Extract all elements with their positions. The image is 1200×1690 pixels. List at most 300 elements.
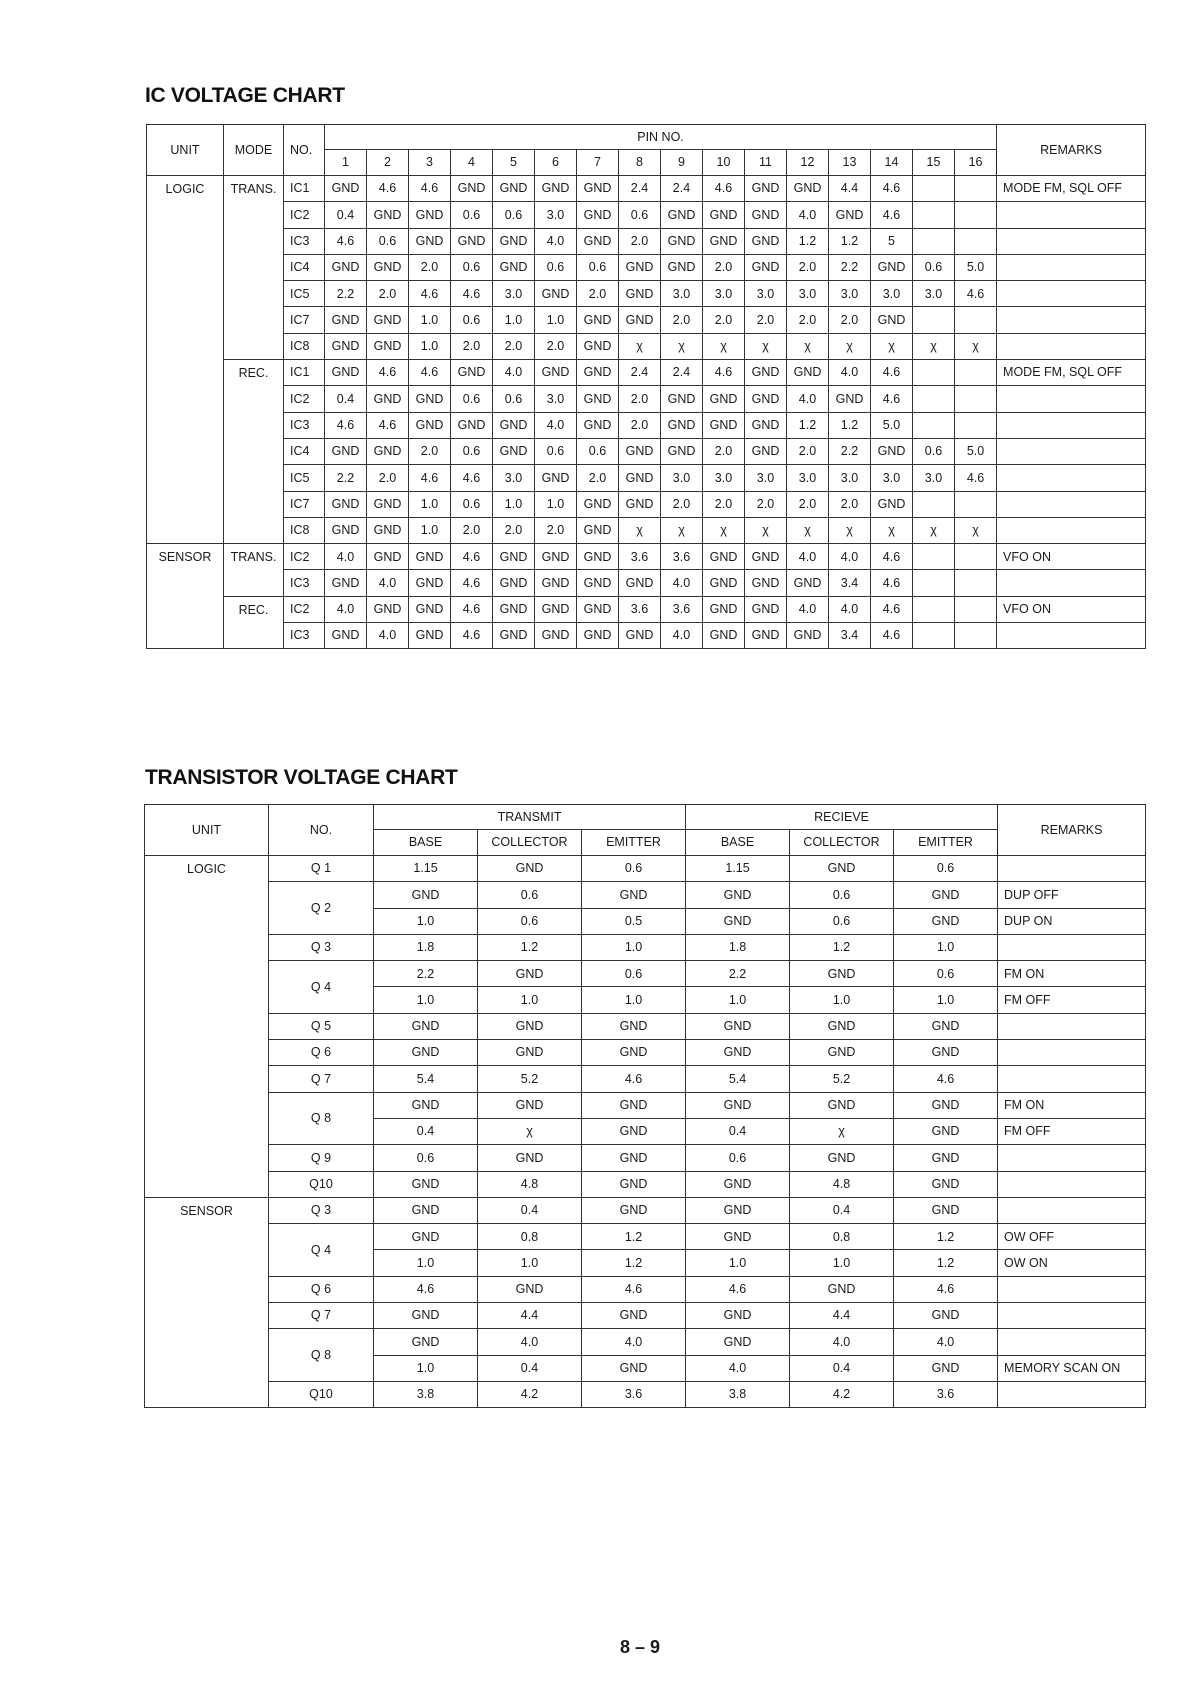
ic-pin-voltage-cell: χ [871,333,913,359]
ic-pin-voltage-cell: 2.2 [325,281,367,307]
ic-pin-voltage-cell: 2.0 [451,333,493,359]
ic-pin-voltage-cell: 4.0 [367,570,409,596]
transistor-voltage-cell: GND [374,882,478,908]
ic-pin-voltage-cell: 2.0 [703,438,745,464]
ic-number-cell: IC3 [284,228,325,254]
ic-header-pin: 15 [913,150,955,176]
ic-table-row [147,438,1146,464]
ic-pin-voltage-cell [913,386,955,412]
transistor-voltage-cell: GND [374,1013,478,1039]
ic-pin-voltage-cell: 2.0 [535,333,577,359]
ic-pin-voltage-cell: 0.6 [451,386,493,412]
transistor-voltage-cell: χ [790,1118,894,1144]
ic-pin-voltage-cell: GND [871,438,913,464]
ic-pin-voltage-cell: 2.0 [703,254,745,280]
ic-pin-voltage-cell: 3.6 [661,596,703,622]
ic-header-pin: 12 [787,150,829,176]
ic-header-pin: 11 [745,150,787,176]
transistor-number-cell: Q10 [269,1381,374,1407]
ic-pin-voltage-cell: 2.0 [577,465,619,491]
ic-header-remarks: REMARKS [997,125,1146,176]
ic-pin-voltage-cell: 0.4 [325,386,367,412]
ic-pin-voltage-cell: GND [577,307,619,333]
ic-header-pin: 5 [493,150,535,176]
ic-header-pin: 7 [577,150,619,176]
ic-pin-voltage-cell: GND [787,570,829,596]
ic-pin-voltage-cell: 2.2 [325,465,367,491]
transistor-voltage-cell: GND [894,1171,998,1197]
ic-pin-voltage-cell: GND [367,333,409,359]
ic-pin-voltage-cell: 4.6 [871,386,913,412]
ic-pin-voltage-cell [955,386,997,412]
transistor-voltage-cell: 1.15 [374,856,478,882]
transistor-table-row [145,1171,1146,1197]
transistor-remarks-cell [998,856,1146,882]
ic-pin-voltage-cell: GND [661,202,703,228]
ic-mode-cell: TRANS. [224,176,284,360]
ic-pin-voltage-cell [913,596,955,622]
ic-unit-cell: SENSOR [147,544,224,649]
transistor-table-row [145,934,1146,960]
ic-pin-voltage-cell: 4.6 [367,360,409,386]
transistor-number-cell: Q 5 [269,1013,374,1039]
transistor-voltage-cell: GND [790,961,894,987]
transistor-voltage-cell: GND [582,1197,686,1223]
transistor-unit-cell: SENSOR [145,1197,269,1407]
transistor-voltage-cell: 5.4 [374,1066,478,1092]
transistor-chart-title: TRANSISTOR VOLTAGE CHART [145,766,458,789]
transistor-voltage-cell: GND [582,882,686,908]
ic-pin-voltage-cell: GND [703,544,745,570]
ic-pin-voltage-cell: χ [913,517,955,543]
transistor-voltage-cell: 0.6 [790,908,894,934]
ic-remarks-cell [997,412,1146,438]
ic-pin-voltage-cell: GND [325,517,367,543]
ic-pin-voltage-cell [913,570,955,596]
transistor-voltage-cell: GND [478,961,582,987]
transistor-voltage-cell: 1.0 [374,908,478,934]
ic-pin-voltage-cell: 4.6 [367,176,409,202]
ic-pin-voltage-cell: GND [577,596,619,622]
ic-pin-voltage-cell: 4.6 [871,176,913,202]
ic-pin-voltage-cell: GND [409,202,451,228]
transistor-remarks-cell: MEMORY SCAN ON [998,1355,1146,1381]
transistor-voltage-cell: GND [582,1118,686,1144]
ic-remarks-cell [997,517,1146,543]
ic-pin-voltage-cell: GND [745,412,787,438]
ic-pin-voltage-cell: 1.0 [535,307,577,333]
ic-number-cell: IC4 [284,254,325,280]
ic-table-row [147,544,1146,570]
ic-pin-voltage-cell [913,307,955,333]
ic-pin-voltage-cell: 4.6 [871,596,913,622]
tr-header-unit: UNIT [145,805,269,856]
ic-pin-voltage-cell: GND [451,176,493,202]
transistor-voltage-cell: 3.6 [894,1381,998,1407]
ic-pin-voltage-cell: 2.0 [451,517,493,543]
ic-pin-voltage-cell: 3.0 [913,281,955,307]
transistor-number-cell: Q 3 [269,934,374,960]
transistor-voltage-cell: 1.0 [790,987,894,1013]
ic-pin-voltage-cell: GND [367,254,409,280]
ic-table-row [147,386,1146,412]
ic-remarks-cell [997,228,1146,254]
ic-pin-voltage-cell: GND [409,386,451,412]
ic-pin-voltage-cell [913,623,955,649]
tr-header-no: NO. [269,805,374,856]
ic-pin-voltage-cell: GND [325,333,367,359]
ic-pin-voltage-cell: 3.0 [661,465,703,491]
ic-pin-voltage-cell: GND [409,596,451,622]
transistor-voltage-cell: GND [374,1040,478,1066]
transistor-voltage-cell: 1.2 [894,1224,998,1250]
ic-pin-voltage-cell [955,202,997,228]
transistor-number-cell: Q 2 [269,882,374,935]
ic-remarks-cell [997,570,1146,596]
ic-pin-voltage-cell: GND [619,307,661,333]
ic-pin-voltage-cell: 2.2 [829,438,871,464]
ic-pin-voltage-cell: 4.0 [787,386,829,412]
ic-pin-voltage-cell: GND [787,176,829,202]
ic-pin-voltage-cell: GND [745,176,787,202]
transistor-voltage-cell: GND [894,1118,998,1144]
ic-pin-voltage-cell: GND [493,228,535,254]
ic-pin-voltage-cell: 4.6 [871,202,913,228]
transistor-voltage-cell: 4.6 [582,1276,686,1302]
ic-pin-voltage-cell: GND [535,623,577,649]
transistor-number-cell: Q 7 [269,1303,374,1329]
transistor-table-row [145,1066,1146,1092]
transistor-voltage-cell: GND [478,1276,582,1302]
transistor-voltage-cell: GND [894,1197,998,1223]
transistor-table-row [145,1040,1146,1066]
ic-pin-voltage-cell: GND [367,307,409,333]
ic-pin-voltage-cell: GND [703,228,745,254]
ic-header-pin: 2 [367,150,409,176]
ic-pin-voltage-cell: GND [745,623,787,649]
ic-pin-voltage-cell: 1.0 [493,307,535,333]
transistor-voltage-cell: 4.4 [478,1303,582,1329]
ic-pin-voltage-cell: 2.0 [409,438,451,464]
ic-pin-voltage-cell [955,412,997,438]
ic-pin-voltage-cell: GND [745,570,787,596]
ic-pin-voltage-cell: GND [451,360,493,386]
ic-pin-voltage-cell: 3.6 [619,544,661,570]
ic-table-row [147,333,1146,359]
ic-chart-title: IC VOLTAGE CHART [145,84,345,107]
transistor-number-cell: Q 9 [269,1145,374,1171]
transistor-voltage-cell: GND [686,1197,790,1223]
ic-remarks-cell [997,491,1146,517]
ic-pin-voltage-cell: 0.6 [367,228,409,254]
ic-pin-voltage-cell: 4.0 [535,412,577,438]
ic-table-row [147,412,1146,438]
ic-pin-voltage-cell: χ [619,517,661,543]
ic-pin-voltage-cell: GND [661,228,703,254]
ic-number-cell: IC2 [284,596,325,622]
ic-pin-voltage-cell: 2.0 [493,333,535,359]
page-number: 8 – 9 [620,1637,661,1657]
ic-pin-voltage-cell [955,228,997,254]
transistor-table-row [145,882,1146,908]
ic-pin-voltage-cell: GND [325,254,367,280]
ic-pin-voltage-cell: GND [619,491,661,517]
ic-remarks-cell [997,254,1146,280]
ic-pin-voltage-cell: GND [367,596,409,622]
transistor-voltage-cell: 1.0 [478,1250,582,1276]
transistor-voltage-cell: GND [686,1013,790,1039]
ic-pin-voltage-cell: 2.0 [661,491,703,517]
transistor-voltage-cell: 0.6 [478,908,582,934]
ic-pin-voltage-cell: GND [661,254,703,280]
ic-pin-voltage-cell: GND [493,596,535,622]
transistor-number-cell: Q 7 [269,1066,374,1092]
ic-table-row [147,623,1146,649]
ic-pin-voltage-cell: 2.2 [829,254,871,280]
ic-pin-voltage-cell: 4.6 [871,360,913,386]
ic-number-cell: IC3 [284,570,325,596]
transistor-voltage-cell: 0.8 [478,1224,582,1250]
ic-pin-voltage-cell: 3.0 [661,281,703,307]
ic-pin-voltage-cell: GND [367,517,409,543]
ic-header-no: NO. [284,125,325,176]
ic-number-cell: IC1 [284,176,325,202]
transistor-voltage-cell: GND [790,1013,894,1039]
ic-pin-voltage-cell: 0.6 [493,386,535,412]
transistor-voltage-cell: 0.6 [894,961,998,987]
transistor-remarks-cell [998,934,1146,960]
ic-pin-voltage-cell: χ [787,333,829,359]
ic-pin-voltage-cell [913,491,955,517]
transistor-voltage-cell: 1.0 [790,1250,894,1276]
transistor-voltage-cell: 1.15 [686,856,790,882]
ic-pin-voltage-cell: GND [409,228,451,254]
ic-pin-voltage-cell [955,176,997,202]
ic-pin-voltage-cell: GND [493,438,535,464]
ic-pin-voltage-cell: 4.0 [367,623,409,649]
transistor-voltage-cell: 1.0 [894,934,998,960]
transistor-remarks-cell: FM ON [998,961,1146,987]
ic-pin-voltage-cell: 3.4 [829,623,871,649]
ic-pin-voltage-cell: 3.0 [535,202,577,228]
transistor-number-cell: Q 4 [269,1224,374,1277]
ic-pin-voltage-cell: 0.6 [913,438,955,464]
transistor-voltage-cell: GND [894,1092,998,1118]
transistor-table-row [145,1197,1146,1223]
ic-pin-voltage-cell: 4.6 [955,281,997,307]
transistor-table-row [145,1303,1146,1329]
transistor-voltage-cell: GND [686,908,790,934]
ic-pin-voltage-cell: GND [577,228,619,254]
ic-pin-voltage-cell: 5 [871,228,913,254]
ic-pin-voltage-cell: GND [619,438,661,464]
ic-pin-voltage-cell: GND [745,386,787,412]
transistor-voltage-cell: 4.6 [686,1276,790,1302]
ic-pin-voltage-cell: 0.6 [451,491,493,517]
ic-pin-voltage-cell: GND [325,307,367,333]
transistor-voltage-cell: 0.6 [686,1145,790,1171]
ic-pin-voltage-cell: GND [619,254,661,280]
transistor-remarks-cell [998,1040,1146,1066]
transistor-voltage-cell: GND [686,882,790,908]
ic-pin-voltage-cell: GND [703,570,745,596]
ic-pin-voltage-cell: 2.0 [619,228,661,254]
ic-pin-voltage-cell [913,202,955,228]
ic-pin-voltage-cell: 2.4 [619,360,661,386]
tr-header-sub: EMITTER [582,830,686,856]
ic-pin-voltage-cell: GND [325,491,367,517]
transistor-voltage-cell: 1.2 [894,1250,998,1276]
ic-pin-voltage-cell: GND [535,360,577,386]
transistor-voltage-cell: 0.4 [686,1118,790,1144]
transistor-voltage-cell: 4.0 [582,1329,686,1355]
ic-pin-voltage-cell: 3.0 [703,465,745,491]
ic-number-cell: IC2 [284,202,325,228]
ic-pin-voltage-cell: GND [871,491,913,517]
ic-pin-voltage-cell: 0.6 [577,438,619,464]
ic-pin-voltage-cell: χ [955,333,997,359]
ic-table-row [147,596,1146,622]
ic-pin-voltage-cell: 3.0 [703,281,745,307]
transistor-voltage-cell: 1.2 [790,934,894,960]
transistor-voltage-cell: GND [478,1145,582,1171]
transistor-voltage-cell: 4.0 [686,1355,790,1381]
ic-pin-voltage-cell: 3.0 [829,465,871,491]
ic-pin-voltage-cell: GND [787,360,829,386]
transistor-voltage-cell: GND [894,882,998,908]
ic-unit-cell: LOGIC [147,176,224,544]
ic-pin-voltage-cell: 4.6 [409,176,451,202]
ic-pin-voltage-cell: GND [703,412,745,438]
ic-pin-voltage-cell: 5.0 [871,412,913,438]
ic-pin-voltage-cell: 3.0 [871,281,913,307]
tr-header-receive: RECIEVE [686,805,998,830]
ic-table-row [147,254,1146,280]
transistor-remarks-cell: DUP ON [998,908,1146,934]
ic-header-pin-no: PIN NO. [325,125,997,150]
ic-pin-voltage-cell: 4.0 [787,596,829,622]
transistor-voltage-cell: 4.0 [790,1329,894,1355]
transistor-voltage-cell: 4.2 [478,1381,582,1407]
transistor-voltage-cell: GND [374,1329,478,1355]
ic-pin-voltage-cell: GND [745,228,787,254]
transistor-remarks-cell: FM OFF [998,1118,1146,1144]
ic-header-pin: 10 [703,150,745,176]
transistor-table-row [145,961,1146,987]
ic-pin-voltage-cell: GND [577,623,619,649]
ic-pin-voltage-cell: 2.0 [577,281,619,307]
ic-pin-voltage-cell: 2.0 [787,491,829,517]
ic-mode-cell: TRANS. [224,544,284,597]
transistor-voltage-cell: 1.2 [582,1224,686,1250]
ic-header-mode: MODE [224,125,284,176]
transistor-voltage-cell: 0.6 [790,882,894,908]
transistor-voltage-cell: 1.0 [686,1250,790,1276]
ic-pin-voltage-cell: 0.6 [619,202,661,228]
transistor-voltage-cell: GND [894,1355,998,1381]
ic-pin-voltage-cell: 0.6 [493,202,535,228]
ic-mode-cell: REC. [224,360,284,544]
ic-remarks-cell [997,465,1146,491]
ic-pin-voltage-cell: GND [493,254,535,280]
ic-pin-voltage-cell: 2.0 [745,491,787,517]
ic-pin-voltage-cell: 4.0 [787,544,829,570]
ic-pin-voltage-cell: GND [367,544,409,570]
ic-remarks-cell [997,307,1146,333]
ic-pin-voltage-cell: 4.0 [493,360,535,386]
transistor-remarks-cell: OW OFF [998,1224,1146,1250]
ic-pin-voltage-cell: 5.0 [955,254,997,280]
ic-pin-voltage-cell: 0.6 [451,307,493,333]
transistor-voltage-cell: 0.4 [374,1118,478,1144]
ic-header-pin: 16 [955,150,997,176]
transistor-table-row [145,1145,1146,1171]
ic-pin-voltage-cell: GND [577,333,619,359]
ic-pin-voltage-cell: 1.2 [829,228,871,254]
ic-pin-voltage-cell [913,360,955,386]
ic-pin-voltage-cell: 4.0 [829,360,871,386]
transistor-voltage-cell: GND [374,1171,478,1197]
ic-pin-voltage-cell: χ [661,333,703,359]
ic-pin-voltage-cell: 2.0 [787,438,829,464]
ic-number-cell: IC8 [284,333,325,359]
ic-pin-voltage-cell: 4.6 [871,570,913,596]
ic-pin-voltage-cell: GND [535,596,577,622]
ic-pin-voltage-cell: GND [535,544,577,570]
ic-pin-voltage-cell: 2.0 [367,281,409,307]
ic-pin-voltage-cell: GND [325,438,367,464]
ic-pin-voltage-cell: GND [745,544,787,570]
transistor-voltage-cell: 0.4 [790,1355,894,1381]
tr-header-sub: EMITTER [894,830,998,856]
transistor-table-row [145,1276,1146,1302]
ic-pin-voltage-cell: GND [703,202,745,228]
ic-pin-voltage-cell: 4.6 [703,176,745,202]
ic-remarks-cell [997,386,1146,412]
ic-pin-voltage-cell: GND [325,623,367,649]
ic-pin-voltage-cell: 4.0 [325,544,367,570]
transistor-voltage-cell: 5.2 [790,1066,894,1092]
ic-pin-voltage-cell: 4.6 [409,360,451,386]
ic-pin-voltage-cell: GND [745,596,787,622]
transistor-voltage-cell: 0.5 [582,908,686,934]
ic-pin-voltage-cell: 4.6 [871,544,913,570]
ic-remarks-cell [997,333,1146,359]
ic-pin-voltage-cell: GND [577,386,619,412]
ic-pin-voltage-cell: χ [703,517,745,543]
ic-pin-voltage-cell: 4.0 [829,544,871,570]
ic-table-row [147,202,1146,228]
ic-pin-voltage-cell: 0.6 [913,254,955,280]
ic-pin-voltage-cell [955,491,997,517]
ic-header-pin: 3 [409,150,451,176]
ic-remarks-cell [997,202,1146,228]
ic-pin-voltage-cell: 5.0 [955,438,997,464]
ic-pin-voltage-cell: GND [745,360,787,386]
ic-pin-voltage-cell: 3.0 [787,465,829,491]
ic-pin-voltage-cell: 4.0 [325,596,367,622]
ic-pin-voltage-cell: 2.0 [829,491,871,517]
ic-pin-voltage-cell [913,176,955,202]
transistor-remarks-cell [998,1197,1146,1223]
ic-pin-voltage-cell: GND [619,570,661,596]
transistor-voltage-cell: GND [790,1145,894,1171]
transistor-voltage-cell: GND [374,1092,478,1118]
ic-pin-voltage-cell: 3.6 [661,544,703,570]
transistor-voltage-cell: GND [582,1040,686,1066]
transistor-voltage-cell: GND [478,1092,582,1118]
transistor-voltage-cell: GND [374,1303,478,1329]
